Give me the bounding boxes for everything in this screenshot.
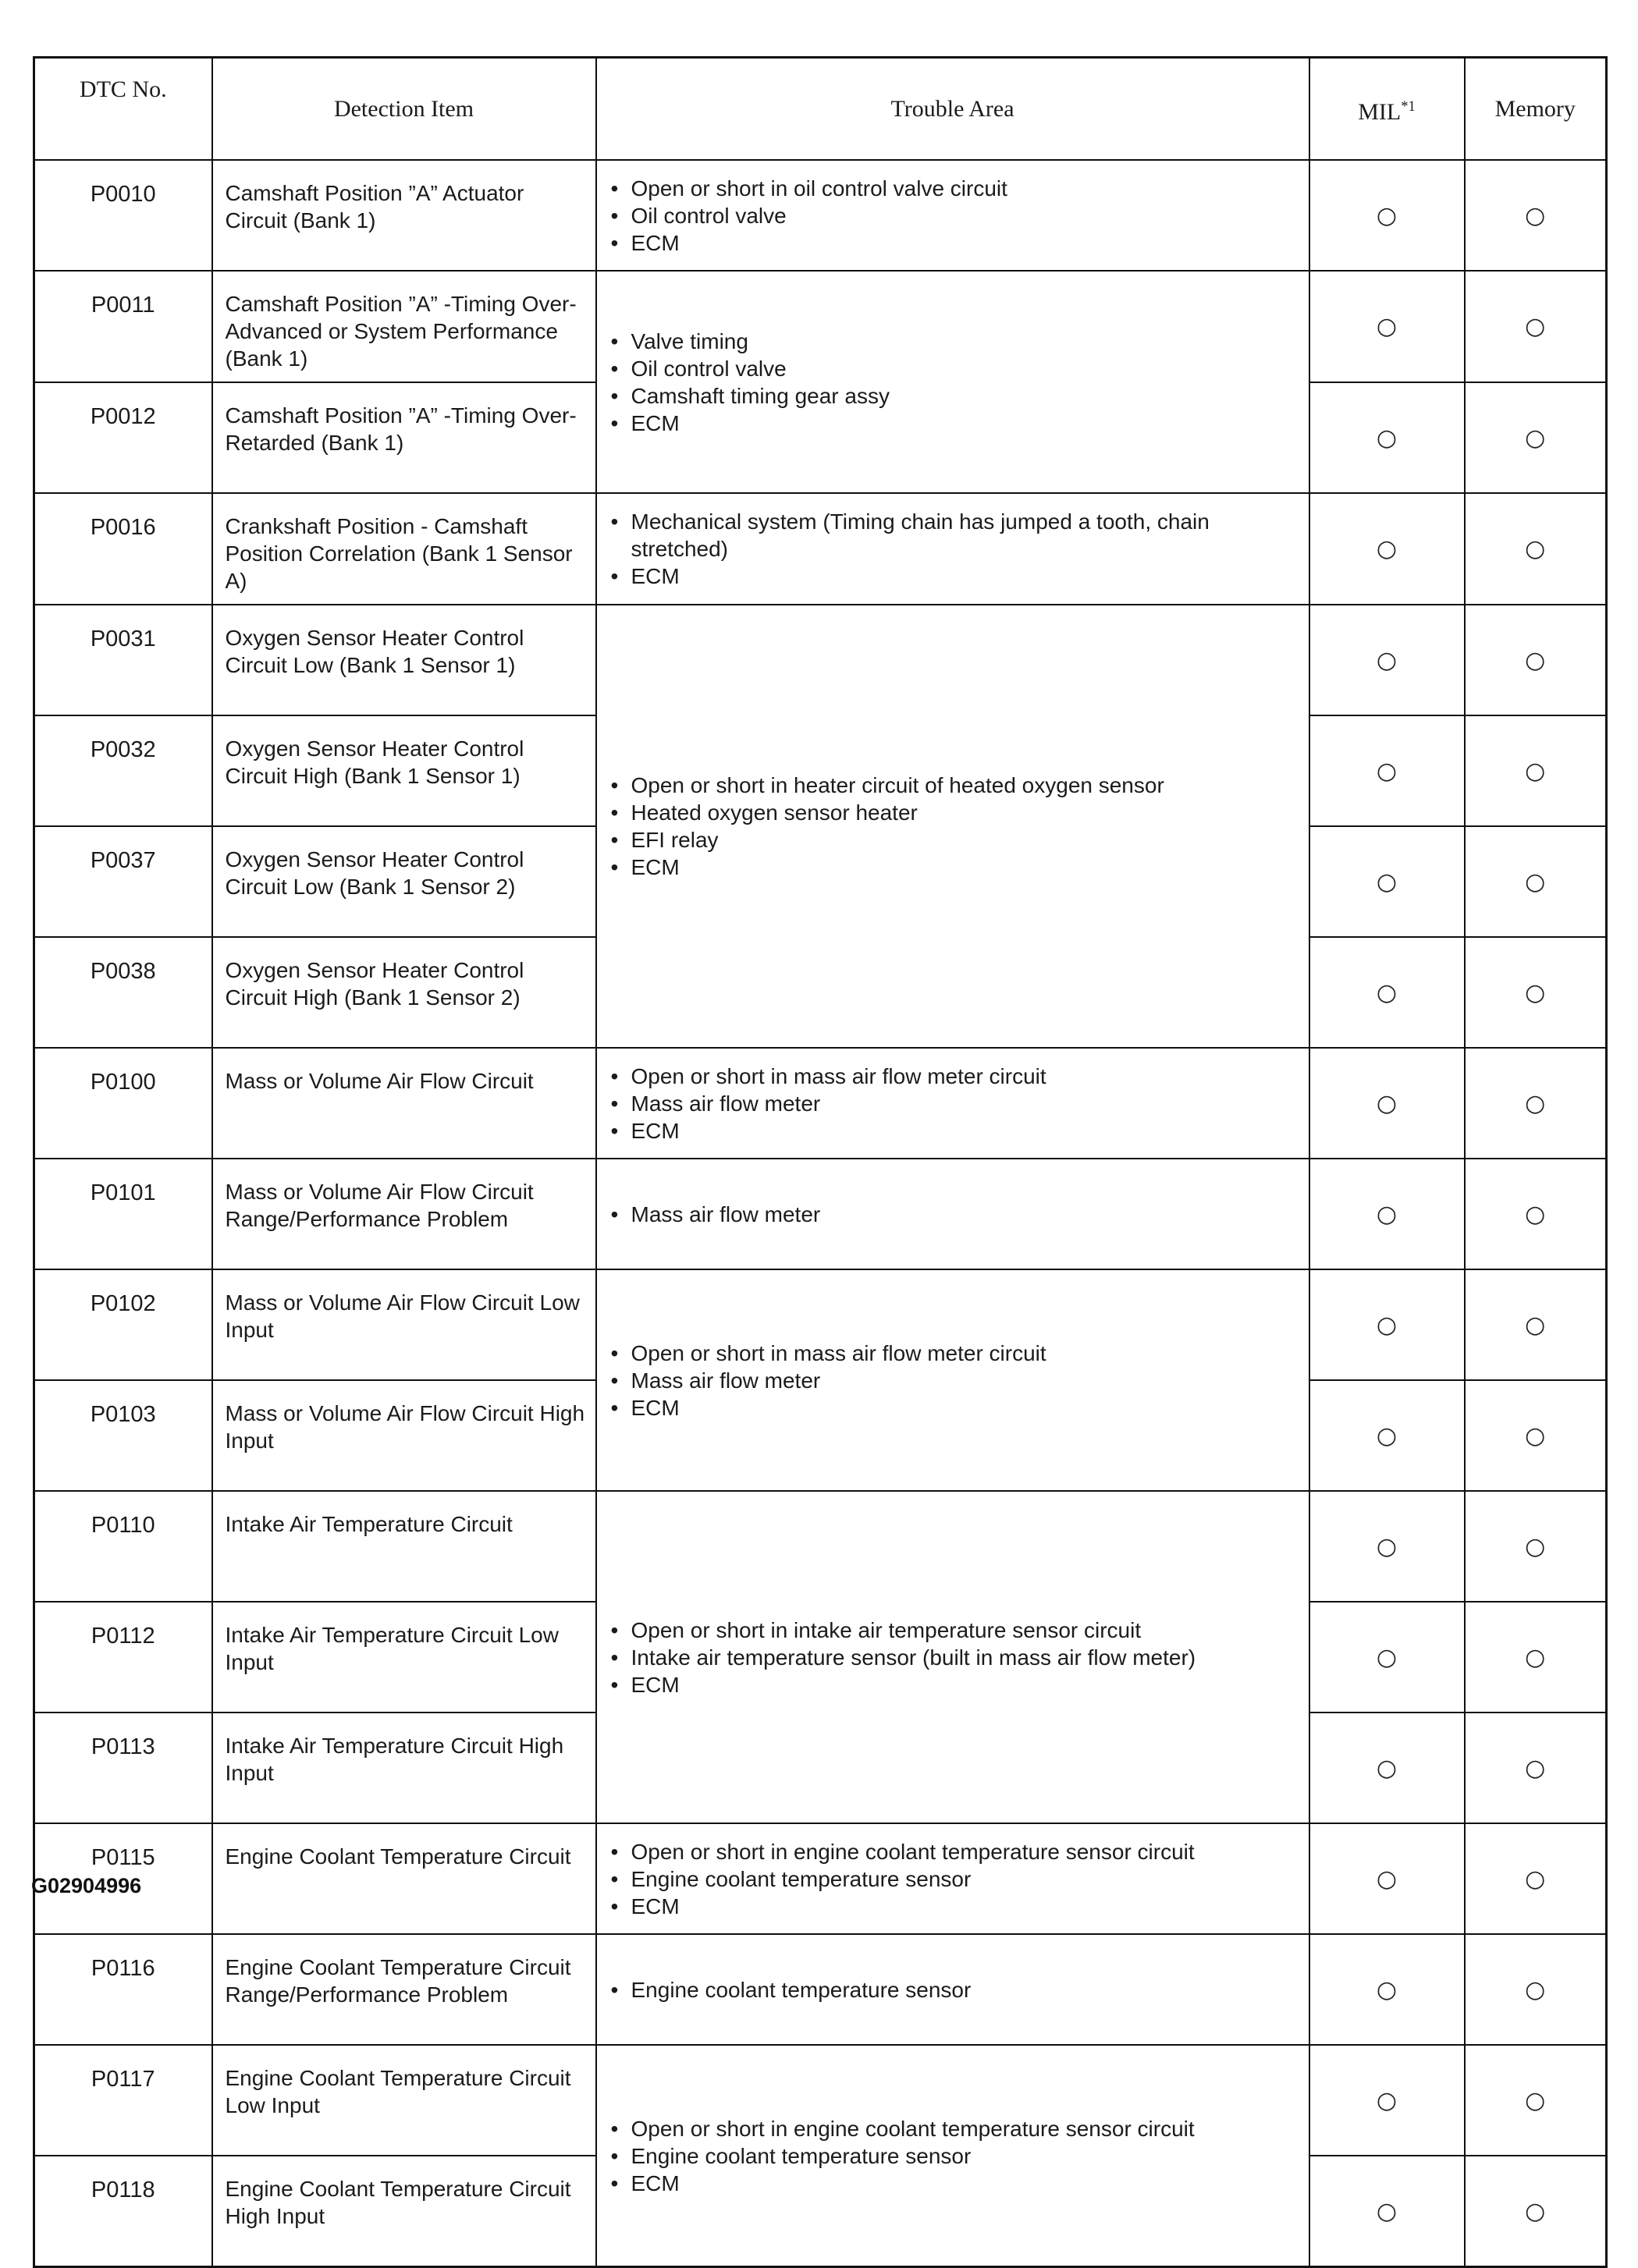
mil-cell xyxy=(1309,1048,1465,1159)
trouble-area-list xyxy=(611,1201,1299,1228)
open-circle-icon: ○ xyxy=(1525,313,1546,340)
trouble-area-list xyxy=(611,508,1299,590)
bullet-icon: • xyxy=(610,1091,619,1116)
mil-cell xyxy=(1309,826,1465,937)
header-mil-footnote: *1 xyxy=(1401,98,1416,115)
open-circle-icon: ○ xyxy=(1376,1311,1398,1339)
open-circle-icon: ○ xyxy=(1525,1643,1546,1671)
open-circle-icon: ○ xyxy=(1525,2197,1546,2225)
trouble-area-item xyxy=(611,1063,1299,1090)
dtc-cell: P0016 xyxy=(34,493,212,605)
detection-item-cell: Oxygen Sensor Heater Control Circuit High (Bank 1 Sensor 2) xyxy=(212,937,596,1048)
open-circle-icon: ○ xyxy=(1525,1532,1546,1560)
open-circle-icon: ○ xyxy=(1525,535,1546,563)
open-circle-icon: ○ xyxy=(1525,1975,1546,2004)
detection-item-cell: Crankshaft Position - Camshaft Position Correlation (Bank 1 Sensor A) xyxy=(212,493,596,605)
mil-cell xyxy=(1309,2045,1465,2156)
trouble-area-text: Open or short in engine coolant temperature sensor circuit xyxy=(631,1839,1195,1864)
table-row xyxy=(34,2045,1607,2156)
table-header-row xyxy=(34,58,1607,161)
table-row xyxy=(34,1934,1607,2045)
detection-item-cell: Engine Coolant Temperature Circuit Low Input xyxy=(212,2045,596,2156)
mil-cell xyxy=(1309,1934,1465,2045)
detection-item-cell: Engine Coolant Temperature Circuit Range/Performance Problem xyxy=(212,1934,596,2045)
trouble-area-item xyxy=(611,202,1299,229)
trouble-area-item xyxy=(611,382,1299,410)
bullet-icon: • xyxy=(610,1839,619,1864)
trouble-area-item xyxy=(611,799,1299,826)
open-circle-icon: ○ xyxy=(1525,1200,1546,1228)
trouble-area-text: Open or short in oil control valve circuit xyxy=(631,176,1007,201)
trouble-area-item xyxy=(611,1838,1299,1865)
bullet-icon: • xyxy=(610,176,619,201)
dtc-cell: P0012 xyxy=(34,382,212,493)
detection-item-cell: Mass or Volume Air Flow Circuit Low Input xyxy=(212,1269,596,1380)
detection-item-cell: Camshaft Position ”A” -Timing Over- Retarded (Bank 1) xyxy=(212,382,596,493)
memory-cell xyxy=(1465,1159,1607,1269)
detection-item-cell: Engine Coolant Temperature Circuit High Input xyxy=(212,2156,596,2267)
trouble-area-list xyxy=(611,175,1299,257)
bullet-icon: • xyxy=(610,800,619,825)
memory-cell xyxy=(1465,1823,1607,1934)
open-circle-icon: ○ xyxy=(1376,2197,1398,2225)
trouble-area-text: Valve timing xyxy=(631,328,748,353)
open-circle-icon: ○ xyxy=(1525,424,1546,452)
trouble-area-cell xyxy=(596,493,1309,605)
dtc-cell: P0115 xyxy=(34,1823,212,1934)
dtc-cell: P0112 xyxy=(34,1602,212,1713)
trouble-area-text: ECM xyxy=(631,855,680,879)
dtc-cell: P0116 xyxy=(34,1934,212,2045)
bullet-icon: • xyxy=(610,356,619,381)
bullet-icon: • xyxy=(610,383,619,408)
open-circle-icon: ○ xyxy=(1376,978,1398,1006)
trouble-area-list xyxy=(611,1063,1299,1145)
memory-cell xyxy=(1465,160,1607,271)
memory-cell xyxy=(1465,271,1607,382)
dtc-cell: P0032 xyxy=(34,715,212,826)
open-circle-icon: ○ xyxy=(1376,201,1398,229)
bullet-icon: • xyxy=(610,1395,619,1420)
open-circle-icon: ○ xyxy=(1376,1643,1398,1671)
trouble-area-item xyxy=(611,2115,1299,2142)
detection-item-cell: Intake Air Temperature Circuit Low Input xyxy=(212,1602,596,1713)
figure-id: G02904996 xyxy=(31,1874,142,1897)
mil-cell xyxy=(1309,1602,1465,1713)
trouble-area-text: Mechanical system (Timing chain has jumped a tooth, chain stretched) xyxy=(631,509,1210,561)
trouble-area-list xyxy=(611,1340,1299,1421)
bullet-icon: • xyxy=(610,2116,619,2141)
open-circle-icon: ○ xyxy=(1376,2086,1398,2114)
dtc-cell: P0101 xyxy=(34,1159,212,1269)
open-circle-icon: ○ xyxy=(1525,1421,1546,1450)
trouble-area-text: Heated oxygen sensor heater xyxy=(631,800,918,825)
trouble-area-list xyxy=(611,2115,1299,2197)
dtc-cell: P0110 xyxy=(34,1491,212,1602)
header-mil xyxy=(1309,58,1465,161)
mil-cell xyxy=(1309,493,1465,605)
trouble-area-item xyxy=(611,854,1299,881)
open-circle-icon: ○ xyxy=(1376,1200,1398,1228)
bullet-icon: • xyxy=(610,828,619,852)
dtc-cell: P0117 xyxy=(34,2045,212,2156)
bullet-icon: • xyxy=(610,509,619,534)
open-circle-icon: ○ xyxy=(1376,1532,1398,1560)
mil-cell xyxy=(1309,271,1465,382)
trouble-area-text: Engine coolant temperature sensor xyxy=(631,1866,972,1891)
detection-item-cell: Oxygen Sensor Heater Control Circuit Low (Bank 1 Sensor 2) xyxy=(212,826,596,937)
trouble-area-text: ECM xyxy=(631,2170,680,2195)
detection-item-cell: Intake Air Temperature Circuit High Input xyxy=(212,1713,596,1823)
bullet-icon: • xyxy=(610,1340,619,1365)
mil-cell xyxy=(1309,605,1465,715)
trouble-area-item xyxy=(611,355,1299,382)
trouble-area-item xyxy=(611,1671,1299,1698)
trouble-area-item xyxy=(611,1865,1299,1893)
open-circle-icon: ○ xyxy=(1525,646,1546,674)
bullet-icon: • xyxy=(610,410,619,435)
bullet-icon: • xyxy=(610,1368,619,1393)
bullet-icon: • xyxy=(610,203,619,228)
trouble-area-item xyxy=(611,508,1299,563)
trouble-area-item xyxy=(611,826,1299,854)
dtc-cell: P0100 xyxy=(34,1048,212,1159)
memory-cell xyxy=(1465,605,1607,715)
trouble-area-text: ECM xyxy=(631,1894,680,1918)
trouble-area-item xyxy=(611,1976,1299,2004)
open-circle-icon: ○ xyxy=(1376,424,1398,452)
dtc-cell: P0103 xyxy=(34,1380,212,1491)
header-dtc-no: DTC No. xyxy=(34,58,212,161)
trouble-area-text: Mass air flow meter xyxy=(631,1091,821,1116)
trouble-area-cell xyxy=(596,2045,1309,2267)
table-row xyxy=(34,1823,1607,1934)
table-row xyxy=(34,1269,1607,1380)
mil-cell xyxy=(1309,1713,1465,1823)
trouble-area-cell xyxy=(596,271,1309,493)
trouble-area-text: ECM xyxy=(631,564,680,588)
header-trouble-area: Trouble Area xyxy=(596,58,1309,161)
open-circle-icon: ○ xyxy=(1525,978,1546,1006)
bullet-icon: • xyxy=(610,773,619,797)
bullet-icon: • xyxy=(610,2170,619,2195)
trouble-area-list xyxy=(611,1976,1299,2004)
bullet-icon: • xyxy=(610,1977,619,2002)
bullet-icon: • xyxy=(610,1645,619,1670)
mil-cell xyxy=(1309,937,1465,1048)
trouble-area-text: Open or short in intake air temperature sensor circuit xyxy=(631,1617,1142,1642)
open-circle-icon: ○ xyxy=(1376,757,1398,785)
detection-item-cell: Oxygen Sensor Heater Control Circuit High (Bank 1 Sensor 1) xyxy=(212,715,596,826)
trouble-area-item xyxy=(611,772,1299,799)
trouble-area-text: ECM xyxy=(631,230,680,255)
trouble-area-cell xyxy=(596,1823,1309,1934)
trouble-area-item xyxy=(611,1340,1299,1367)
open-circle-icon: ○ xyxy=(1376,868,1398,896)
trouble-area-text: Engine coolant temperature sensor xyxy=(631,1977,972,2002)
table-row xyxy=(34,605,1607,715)
mil-cell xyxy=(1309,1491,1465,1602)
trouble-area-item xyxy=(611,175,1299,202)
open-circle-icon: ○ xyxy=(1525,1754,1546,1782)
trouble-area-list xyxy=(611,772,1299,881)
open-circle-icon: ○ xyxy=(1376,1975,1398,2004)
bullet-icon: • xyxy=(610,230,619,255)
detection-item-cell: Engine Coolant Temperature Circuit xyxy=(212,1823,596,1934)
trouble-area-text: Mass air flow meter xyxy=(631,1368,821,1393)
dtc-cell: P0037 xyxy=(34,826,212,937)
memory-cell xyxy=(1465,937,1607,1048)
trouble-area-item xyxy=(611,328,1299,355)
trouble-area-item xyxy=(611,1367,1299,1394)
dtc-cell: P0010 xyxy=(34,160,212,271)
open-circle-icon: ○ xyxy=(1376,1089,1398,1117)
memory-cell xyxy=(1465,493,1607,605)
trouble-area-text: Open or short in heater circuit of heated oxygen sensor xyxy=(631,773,1164,797)
trouble-area-text: Oil control valve xyxy=(631,203,787,228)
trouble-area-text: ECM xyxy=(631,1672,680,1697)
bullet-icon: • xyxy=(610,1063,619,1088)
open-circle-icon: ○ xyxy=(1525,1865,1546,1893)
memory-cell xyxy=(1465,1602,1607,1713)
trouble-area-item xyxy=(611,1090,1299,1117)
memory-cell xyxy=(1465,2045,1607,2156)
bullet-icon: • xyxy=(610,855,619,879)
header-mil-label: MIL xyxy=(1358,98,1402,125)
memory-cell xyxy=(1465,1713,1607,1823)
memory-cell xyxy=(1465,715,1607,826)
trouble-area-cell xyxy=(596,160,1309,271)
mil-cell xyxy=(1309,1159,1465,1269)
trouble-area-text: Oil control valve xyxy=(631,356,787,381)
trouble-area-item xyxy=(611,1117,1299,1145)
trouble-area-cell xyxy=(596,1269,1309,1491)
bullet-icon: • xyxy=(610,2143,619,2168)
detection-item-cell: Intake Air Temperature Circuit xyxy=(212,1491,596,1602)
detection-item-cell: Mass or Volume Air Flow Circuit xyxy=(212,1048,596,1159)
detection-item-cell: Oxygen Sensor Heater Control Circuit Low (Bank 1 Sensor 1) xyxy=(212,605,596,715)
trouble-area-text: Open or short in engine coolant temperature sensor circuit xyxy=(631,2116,1195,2141)
open-circle-icon: ○ xyxy=(1525,1089,1546,1117)
mil-cell xyxy=(1309,1269,1465,1380)
detection-item-cell: Camshaft Position ”A” Actuator Circuit (Bank 1) xyxy=(212,160,596,271)
trouble-area-cell xyxy=(596,1048,1309,1159)
trouble-area-item xyxy=(611,563,1299,590)
memory-cell xyxy=(1465,2156,1607,2267)
trouble-area-item xyxy=(611,229,1299,257)
trouble-area-text: Mass air flow meter xyxy=(631,1201,821,1226)
header-memory: Memory xyxy=(1465,58,1607,161)
bullet-icon: • xyxy=(610,328,619,353)
trouble-area-text: ECM xyxy=(631,1395,680,1420)
dtc-cell: P0011 xyxy=(34,271,212,382)
memory-cell xyxy=(1465,1934,1607,2045)
bullet-icon: • xyxy=(610,1866,619,1891)
table-row xyxy=(34,1159,1607,1269)
open-circle-icon: ○ xyxy=(1525,201,1546,229)
detection-item-cell: Mass or Volume Air Flow Circuit Range/Performance Problem xyxy=(212,1159,596,1269)
trouble-area-item xyxy=(611,2142,1299,2170)
bullet-icon: • xyxy=(610,1201,619,1226)
trouble-area-item xyxy=(611,1201,1299,1228)
open-circle-icon: ○ xyxy=(1525,757,1546,785)
trouble-area-item xyxy=(611,1394,1299,1421)
open-circle-icon: ○ xyxy=(1376,313,1398,340)
trouble-area-item xyxy=(611,2170,1299,2197)
trouble-area-list xyxy=(611,1617,1299,1698)
trouble-area-cell xyxy=(596,1491,1309,1823)
trouble-area-text: Open or short in mass air flow meter circuit xyxy=(631,1340,1046,1365)
bullet-icon: • xyxy=(610,1894,619,1918)
trouble-area-list xyxy=(611,1838,1299,1920)
trouble-area-cell xyxy=(596,1934,1309,2045)
dtc-cell: P0118 xyxy=(34,2156,212,2267)
memory-cell xyxy=(1465,1380,1607,1491)
dtc-cell: P0102 xyxy=(34,1269,212,1380)
mil-cell xyxy=(1309,1380,1465,1491)
mil-cell xyxy=(1309,382,1465,493)
table-row xyxy=(34,160,1607,271)
trouble-area-item xyxy=(611,1617,1299,1644)
memory-cell xyxy=(1465,1491,1607,1602)
trouble-area-item xyxy=(611,1644,1299,1671)
bullet-icon: • xyxy=(610,1118,619,1143)
trouble-area-cell xyxy=(596,605,1309,1048)
detection-item-cell: Mass or Volume Air Flow Circuit High Input xyxy=(212,1380,596,1491)
trouble-area-text: ECM xyxy=(631,410,680,435)
dtc-cell: P0031 xyxy=(34,605,212,715)
trouble-area-item xyxy=(611,410,1299,437)
trouble-area-text: ECM xyxy=(631,1118,680,1143)
memory-cell xyxy=(1465,1048,1607,1159)
open-circle-icon: ○ xyxy=(1525,868,1546,896)
open-circle-icon: ○ xyxy=(1376,1865,1398,1893)
memory-cell xyxy=(1465,826,1607,937)
mil-cell xyxy=(1309,2156,1465,2267)
table-row xyxy=(34,1048,1607,1159)
dtc-table-body xyxy=(34,160,1607,2267)
bullet-icon: • xyxy=(610,564,619,588)
dtc-cell: P0038 xyxy=(34,937,212,1048)
table-row xyxy=(34,493,1607,605)
trouble-area-text: Intake air temperature sensor (built in mass air flow meter) xyxy=(631,1645,1196,1670)
trouble-area-cell xyxy=(596,1159,1309,1269)
detection-item-cell: Camshaft Position ”A” -Timing Over-Advanced or System Performance (Bank 1) xyxy=(212,271,596,382)
mil-cell xyxy=(1309,160,1465,271)
open-circle-icon: ○ xyxy=(1376,1421,1398,1450)
bullet-icon: • xyxy=(610,1617,619,1642)
memory-cell xyxy=(1465,1269,1607,1380)
trouble-area-list xyxy=(611,328,1299,437)
open-circle-icon: ○ xyxy=(1376,646,1398,674)
trouble-area-item xyxy=(611,1893,1299,1920)
trouble-area-text: EFI relay xyxy=(631,828,719,852)
open-circle-icon: ○ xyxy=(1376,1754,1398,1782)
trouble-area-text: Engine coolant temperature sensor xyxy=(631,2143,972,2168)
table-row xyxy=(34,271,1607,382)
open-circle-icon: ○ xyxy=(1525,1311,1546,1339)
open-circle-icon: ○ xyxy=(1376,535,1398,563)
dtc-cell: P0113 xyxy=(34,1713,212,1823)
header-detection-item: Detection Item xyxy=(212,58,596,161)
dtc-table xyxy=(33,56,1608,2268)
table-row xyxy=(34,1491,1607,1602)
bullet-icon: • xyxy=(610,1672,619,1697)
memory-cell xyxy=(1465,382,1607,493)
trouble-area-text: Open or short in mass air flow meter circuit xyxy=(631,1063,1046,1088)
trouble-area-text: Camshaft timing gear assy xyxy=(631,383,890,408)
open-circle-icon: ○ xyxy=(1525,2086,1546,2114)
mil-cell xyxy=(1309,1823,1465,1934)
mil-cell xyxy=(1309,715,1465,826)
